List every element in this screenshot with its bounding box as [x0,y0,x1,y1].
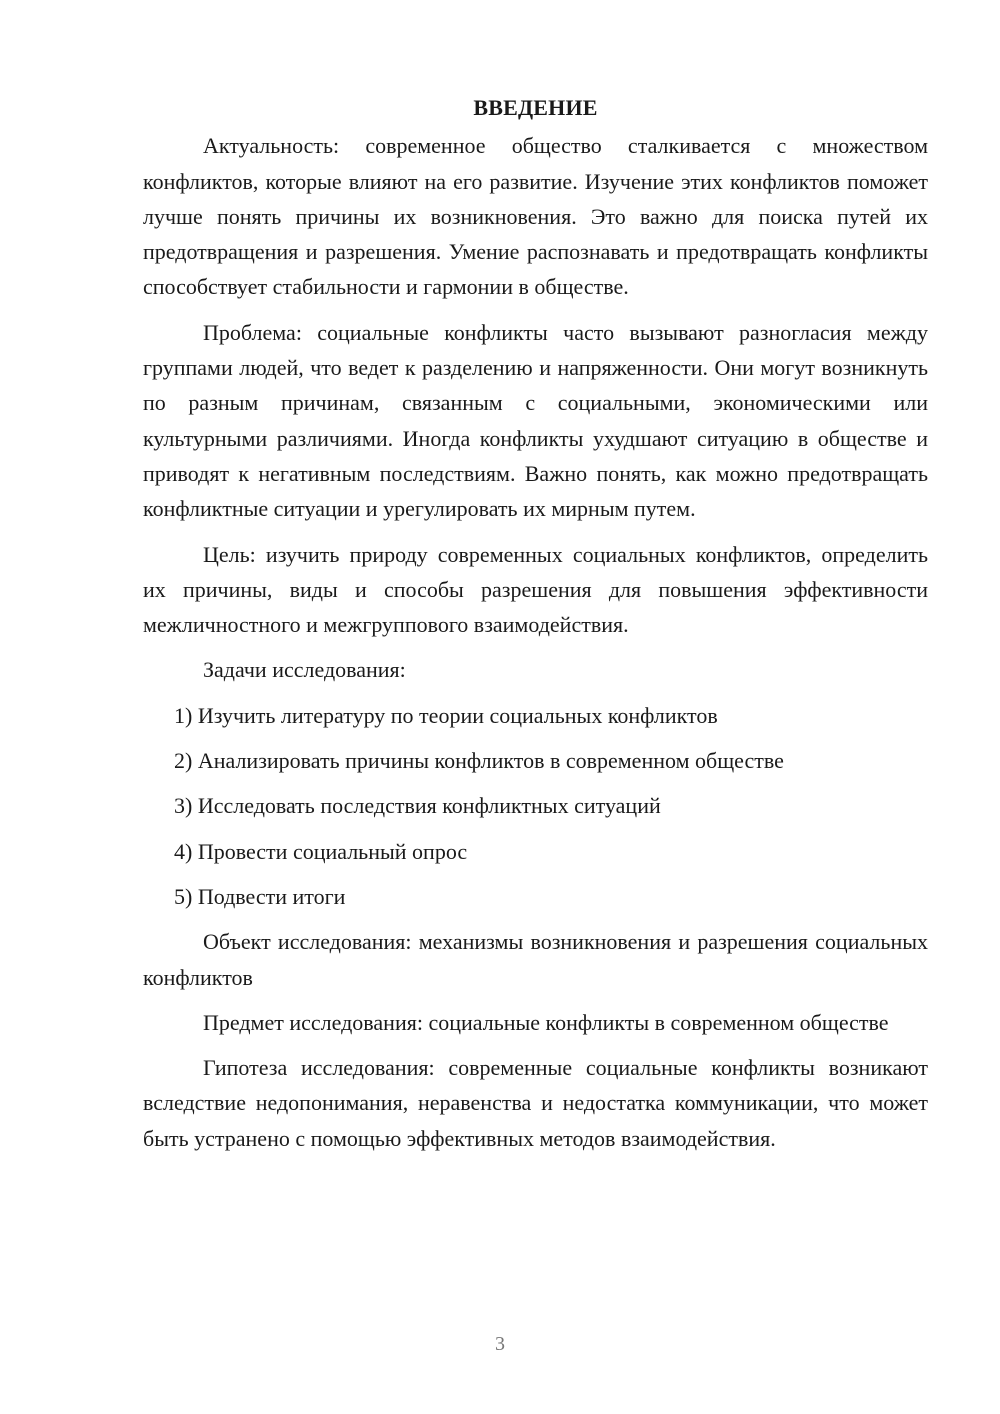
task-item: 5) Подвести итоги [174,883,346,909]
paragraph-subject: Предмет исследования: социальные конфликты в современном обществе [203,1009,889,1035]
paragraph-problem: Проблема: социальные конфликты часто вызывают разногласия между группами людей, что ведет к разделению и напряженности. Они могут возникнуть по разным причинам, связанным с социальными, экономическими или культурными различиями. Иногда конфликты ухудшают ситуацию в обществе и приводят к негативным последствиям. Важно понять, как можно предотвращать конфликтные ситуации и урегулировать их мирным путем. [143,319,928,522]
page-number: 3 [495,1333,505,1355]
task-item: 2) Анализировать причины конфликтов в современном обществе [174,748,784,774]
paragraph-goal: Цель: изучить природу современных социальных конфликтов, определить их причины, виды и способы разрешения для повышения эффективности межличностного и межгруппового взаимодействия. [143,541,928,638]
task-item: 1) Изучить литературу по теории социальных конфликтов [174,702,718,728]
tasks-heading: Задачи исследования: [203,657,406,683]
task-item: 3) Исследовать последствия конфликтных ситуаций [174,793,661,819]
paragraph-relevance: Актуальность: современное общество сталкивается с множеством конфликтов, которые влияют на его развитие. Изучение этих конфликтов поможет лучше понять причины их возникновения. Это важно для поиска путей их предотвращения и разрешения. Умение распознавать и предотвращать конфликты способствует стабильности и гармонии в обществе. [143,133,928,300]
page-body [143,90,928,1166]
paragraph-object: Объект исследования: механизмы возникновения и разрешения социальных конфликтов [143,929,928,990]
paragraph-hypothesis: Гипотеза исследования: современные социальные конфликты возникают вследствие недопонимания, неравенства и недостатка коммуникации, что может быть устранено с помощью эффективных методов взаимодействия. [143,1055,928,1151]
task-item: 4) Провести социальный опрос [174,838,468,864]
document-title: ВВЕДЕНИЕ [473,95,598,120]
